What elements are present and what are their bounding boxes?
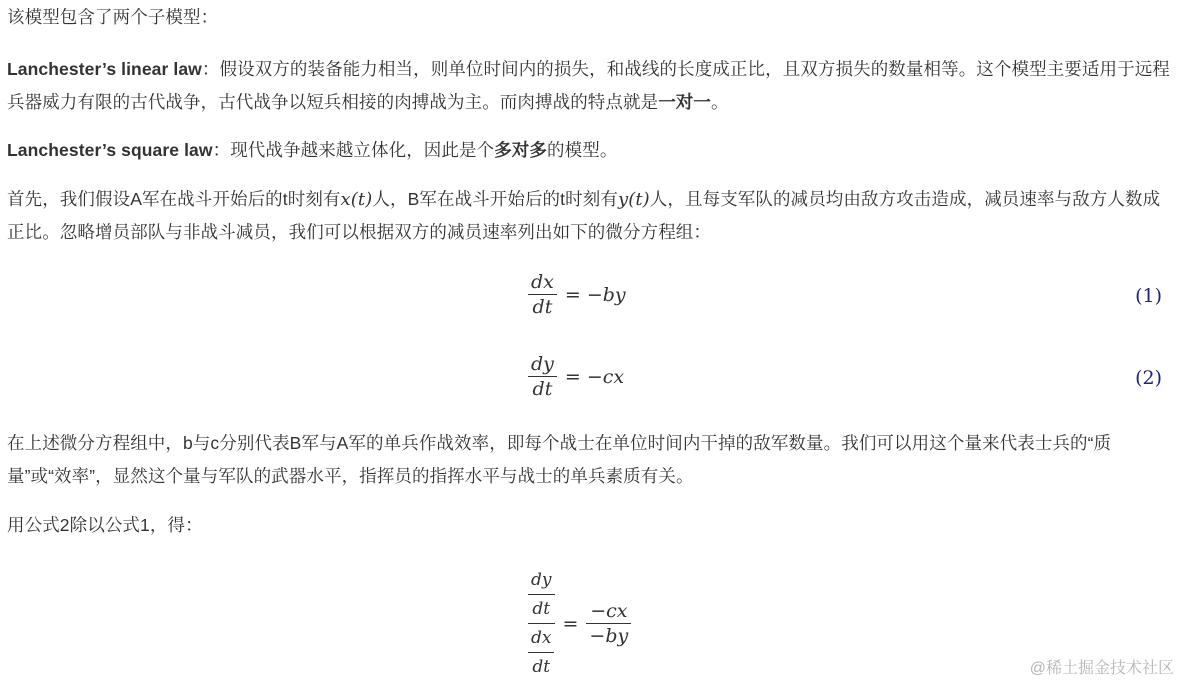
intro-paragraph: 该模型包含了两个子模型：: [7, 7, 219, 27]
linear-law-term: Lanchester’s linear law: [7, 59, 202, 79]
explanation-paragraph: 在上述微分方程组中，b与c分别代表B军与A军的单兵作战效率，即每个战士在单位时间内干掉的敌军数量。我们可以用这个量来代表士兵的“质量”或“效率”，显然这个量与军队的武器水平，指挥员的指挥水平与战士的单兵素质有关。: [7, 433, 1112, 486]
math-x-of-t: x(t): [340, 189, 373, 210]
assumption-paragraph: 首先，我们假设A军在战斗开始后的t时刻有x(t)人，B军在战斗开始后的t时刻有y(t)人，且每支军队的减员均由敌方攻击造成，减员速率与敌方人数成正比。忽略增员部队与非战斗减员，我们可以根据双方的减员速率列出如下的微分方程组：: [7, 189, 1161, 242]
fraction-dx-dt: $\frac{dx}{dt}$: [528, 270, 557, 319]
watermark: @稀土掘金技术社区: [1029, 660, 1174, 677]
math-y-of-t: y(t): [617, 189, 650, 210]
equation-2-label: (2): [1135, 367, 1162, 389]
equation-1-label: (1): [1135, 285, 1162, 307]
linear-law-paragraph: Lanchester’s linear law：假设双方的装备能力相当，则单位时间内的损失，和战线的长度成正比，且双方损失的数量相等。这个模型主要适用于远程兵器威力有限的古代战争，古代战争以短兵相接的肉搏战为主。而肉搏战的特点就是一对一。: [7, 59, 1170, 112]
equation-2: $\frac{dy}{dt}$ = −cx: [528, 352, 624, 401]
fraction-cx-by: $\frac{-cx}{-by}$: [586, 599, 631, 648]
one-to-one-emphasis: 一对一: [658, 92, 712, 112]
equation-3: $\frac{dy}{dt}$ $\frac{dx}{dt}$ = $\frac{-cx}{-by}$: [528, 568, 639, 679]
divide-paragraph: 用公式2除以公式1，得：: [7, 515, 203, 535]
square-law-term: Lanchester’s square law: [7, 140, 213, 160]
fraction-dy-dt: $\frac{dy}{dt}$: [528, 352, 557, 401]
square-law-paragraph: Lanchester’s square law：现代战争越来越立体化，因此是个多对多的模型。: [7, 140, 618, 160]
compound-fraction: $\frac{dy}{dt}$ $\frac{dx}{dt}$: [528, 568, 555, 679]
many-to-many-emphasis: 多对多: [494, 140, 548, 160]
equation-1: $\frac{dx}{dt}$ = −by: [528, 270, 626, 319]
